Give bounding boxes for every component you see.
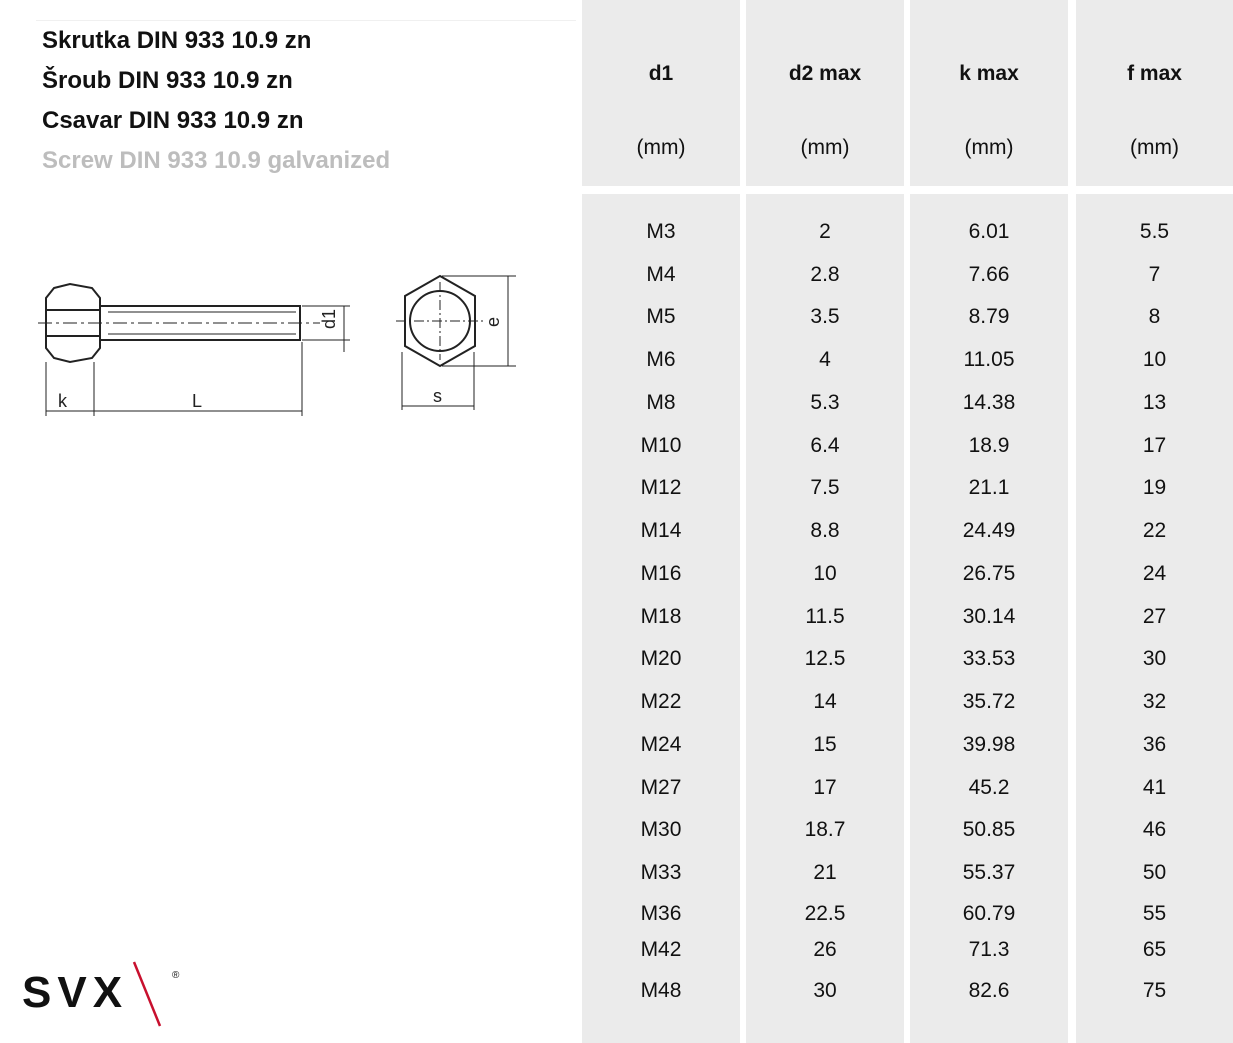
table-cell-f-max: 36 [1142,733,1167,756]
table-cell-d1: M3 [646,220,676,243]
table-cell-d1: M14 [640,519,682,542]
table-cell-d1: M10 [640,434,682,457]
label-L: L [192,391,203,411]
table-cell-k-max: 45.2 [968,776,1010,799]
svx-logo [22,958,192,1033]
table-cell-k-max: 26.75 [962,562,1016,585]
title-english: Screw DIN 933 10.9 galvanized [42,147,391,174]
table-cell-f-max: 27 [1142,605,1167,628]
table-cell-d2-max: 22.5 [804,902,846,925]
table-cell-f-max: 5.5 [1139,220,1170,243]
table-cell-d2-max: 21 [813,861,837,884]
table-cell-d2-max: 2 [819,220,831,243]
title-czech: Šroub DIN 933 10.9 zn [42,67,293,94]
table-cell-d2-max: 6.4 [810,434,840,457]
product-titles [36,20,576,183]
table-cell-k-max: 33.53 [962,647,1016,670]
table-cell-k-max: 39.98 [962,733,1016,756]
table-cell-k-max: 21.1 [968,476,1010,499]
table-cell-d2-max: 5.3 [810,391,840,414]
table-cell-d2-max: 11.5 [805,605,845,628]
table-cell-d1: M6 [646,348,676,371]
table-cell-f-max: 46 [1142,818,1167,841]
table-cell-f-max: 8 [1148,305,1161,328]
bolt-drawing [30,268,530,428]
table-cell-f-max: 13 [1142,391,1167,414]
table-cell-f-max: 50 [1142,861,1167,884]
table-cell-d1: M5 [646,305,676,328]
column-unit-k-max: (mm) [964,136,1014,159]
table-cell-d2-max: 18.7 [804,818,846,841]
table-cell-f-max: 75 [1142,979,1167,1002]
table-cell-k-max: 24.49 [962,519,1016,542]
technical-drawing [30,268,530,433]
table-cell-d1: M24 [640,733,682,756]
table-cell-d1: M18 [640,605,682,628]
table-cell-k-max: 14.38 [962,391,1016,414]
label-e: e [483,316,503,327]
table-cell-d2-max: 17 [813,776,837,799]
label-k: k [58,391,67,411]
table-cell-f-max: 17 [1142,434,1167,457]
table-cell-d1: M42 [640,938,682,961]
table-cell-d1: M12 [640,476,682,499]
column-unit-d2-max: (mm) [800,136,850,159]
title-slovak: Skrutka DIN 933 10.9 zn [42,27,312,54]
table-cell-d1: M16 [640,562,682,585]
table-cell-k-max: 55.37 [962,861,1016,884]
table-cell-d2-max: 15 [813,733,837,756]
table-cell-f-max: 41 [1142,776,1167,799]
title-hungarian: Csavar DIN 933 10.9 zn [42,107,304,134]
table-cell-k-max: 8.79 [968,305,1010,328]
table-cell-f-max: 24 [1142,562,1167,585]
table-cell-k-max: 71.3 [968,938,1010,961]
table-cell-k-max: 7.66 [968,263,1010,286]
svx-logo-mark [22,958,192,1028]
column-header-k-max: k max [959,62,1019,85]
logo-registered-mark: ® [172,970,180,981]
table-cell-k-max: 82.6 [968,979,1010,1002]
table-cell-d1: M27 [640,776,682,799]
table-cell-d1: M33 [640,861,682,884]
logo-text: SVX [22,968,129,1017]
column-header-d2-max: d2 max [788,62,862,85]
table-cell-d2-max: 4 [819,348,831,371]
table-cell-d2-max: 30 [813,979,837,1002]
table-cell-k-max: 30.14 [962,605,1016,628]
label-d1: d1 [319,308,339,329]
table-cell-d2-max: 3.5 [810,305,840,328]
label-s: s [433,386,442,406]
table-cell-f-max: 19 [1142,476,1167,499]
table-cell-k-max: 18.9 [968,434,1010,457]
table-cell-d2-max: 2.8 [810,263,840,286]
table-cell-d2-max: 8.8 [810,519,840,542]
table-cell-f-max: 55 [1142,902,1167,925]
table-cell-f-max: 10 [1142,348,1167,371]
table-cell-d1: M48 [640,979,682,1002]
table-cell-f-max: 30 [1142,647,1167,670]
table-cell-d2-max: 10 [813,562,837,585]
table-cell-d2-max: 12.5 [804,647,846,670]
table-cell-f-max: 22 [1142,519,1167,542]
column-header-d1: d1 [648,62,674,85]
table-cell-d1: M4 [646,263,676,286]
column-unit-f-max: (mm) [1130,136,1179,159]
table-cell-d2-max: 26 [813,938,837,961]
table-cell-f-max: 65 [1142,938,1167,961]
table-cell-d1: M8 [646,391,676,414]
table-cell-d1: M30 [640,818,682,841]
dimension-table [582,0,1233,1043]
column-unit-d1: (mm) [636,136,686,159]
logo-accent-slash [134,962,160,1026]
table-cell-f-max: 7 [1148,263,1161,286]
table-cell-d1: M36 [640,902,682,925]
table-cell-k-max: 35.72 [962,690,1016,713]
column-header-f-max: f max [1127,62,1182,85]
table-cell-d2-max: 7.5 [810,476,840,499]
table-cell-d1: M20 [640,647,682,670]
table-cell-f-max: 32 [1142,690,1167,713]
table-cell-d2-max: 14 [813,690,837,713]
table-cell-d1: M22 [640,690,682,713]
table-cell-k-max: 6.01 [968,220,1010,243]
table-cell-k-max: 60.79 [962,902,1016,925]
table-cell-k-max: 50.85 [962,818,1016,841]
table-cell-k-max: 11.05 [963,348,1015,371]
